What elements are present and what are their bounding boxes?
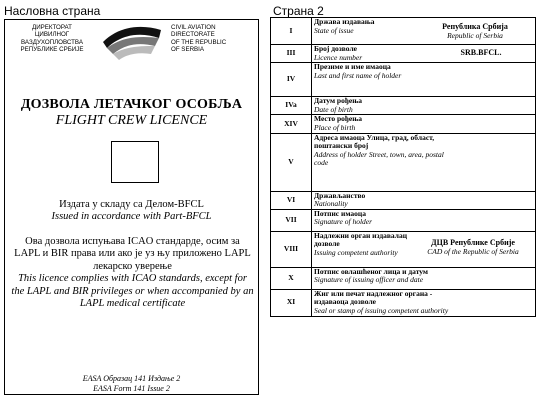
authority-line: OF SERBIA bbox=[171, 46, 205, 54]
field-label-serbian: Потпис имаоца bbox=[314, 208, 366, 218]
field-label-serbian: Држава издавања bbox=[314, 17, 375, 26]
table-row bbox=[271, 209, 536, 231]
field-number: V bbox=[271, 133, 312, 191]
field-label-serbian: Жиг или печат надлежног органа - издаваоца дозволе bbox=[314, 288, 433, 307]
icao-compliance-statement bbox=[11, 236, 254, 310]
authority-line: CIVIL AVIATION bbox=[171, 24, 216, 31]
field-cell bbox=[312, 115, 536, 133]
field-label-english: State of issue bbox=[314, 25, 354, 35]
field-label-serbian: Потпис овлашћеног лица и датум bbox=[314, 266, 429, 276]
field-value-english: CAD of the Republic of Serbia bbox=[427, 246, 519, 256]
field-label-serbian: Адреса имаоца Улица, град, област, поштански број bbox=[314, 132, 435, 151]
table-row bbox=[271, 133, 536, 191]
field-number: XIV bbox=[271, 115, 312, 133]
field-cell bbox=[312, 45, 536, 63]
field-number: X bbox=[271, 267, 312, 289]
field-label-group bbox=[314, 210, 454, 227]
issued-statement-serbian: Издата у складу са Делом-BFCL bbox=[59, 199, 204, 210]
field-label-english: Licence number bbox=[314, 52, 363, 62]
field-number: IV bbox=[271, 63, 312, 97]
table-row bbox=[271, 18, 536, 45]
field-value-english: Republic of Serbia bbox=[447, 31, 503, 40]
field-label-english: Last and first name of holder bbox=[314, 70, 402, 80]
licence-details-table bbox=[270, 17, 536, 317]
field-number: VII bbox=[271, 209, 312, 231]
field-cell bbox=[312, 18, 536, 45]
field-value-serbian: SRB.BFCL. bbox=[460, 48, 502, 57]
authority-line: ЦИВИЛНОГ bbox=[34, 31, 70, 39]
field-number: III bbox=[271, 45, 312, 63]
compliance-text-english: This licence complies with ICAO standards, except for the LAPL and BIR privileges or when accompanied by an LAPL medical certificate bbox=[11, 273, 254, 310]
table-row bbox=[271, 97, 536, 115]
field-cell bbox=[312, 209, 536, 231]
cad-logo-emblem bbox=[97, 22, 167, 62]
field-label-group bbox=[314, 192, 454, 209]
field-cell bbox=[312, 289, 536, 316]
field-label-english: Address of holder Street, town, area, postal code bbox=[314, 149, 444, 168]
field-value-serbian: Република Србија bbox=[442, 22, 508, 31]
field-value bbox=[419, 22, 531, 40]
cover-page bbox=[4, 19, 259, 395]
form-reference-serbian: EASA Образац 141 Издање 2 bbox=[82, 374, 181, 383]
field-number: IVa bbox=[271, 97, 312, 115]
field-label-english: Signature of issuing officer and date bbox=[314, 275, 424, 285]
field-label-serbian: Место рођења bbox=[314, 114, 362, 124]
field-number: VI bbox=[271, 191, 312, 209]
page-2-heading: Страна 2 bbox=[273, 4, 324, 18]
field-number: XI bbox=[271, 289, 312, 316]
field-cell bbox=[312, 133, 536, 191]
field-label-serbian: Број дозволе bbox=[314, 44, 357, 53]
authority-name-english bbox=[171, 24, 253, 54]
table-row bbox=[271, 191, 536, 209]
authority-line: ДИРЕКТОРАТ bbox=[32, 24, 72, 31]
photo-box bbox=[111, 141, 159, 183]
field-label-serbian: Држављанство bbox=[314, 190, 366, 200]
field-value bbox=[415, 238, 531, 256]
authority-name-serbian bbox=[11, 24, 93, 54]
field-number: I bbox=[271, 18, 312, 45]
table-row bbox=[271, 231, 536, 267]
field-label-group bbox=[314, 45, 422, 62]
issued-statement-english: Issued in accordance with Part-BFCL bbox=[51, 211, 212, 222]
field-label-english: Place of birth bbox=[314, 122, 356, 132]
table-row bbox=[271, 45, 536, 63]
field-cell bbox=[312, 191, 536, 209]
table-row bbox=[271, 267, 536, 289]
field-cell bbox=[312, 63, 536, 97]
field-label-group bbox=[314, 290, 454, 316]
authority-line: ВАЗДУХОПЛОВСТВА bbox=[21, 38, 83, 46]
authority-line: OF THE REPUBLIC bbox=[171, 38, 227, 46]
field-label-serbian: Датум рођења bbox=[314, 96, 362, 106]
licence-title-english: FLIGHT CREW LICENCE bbox=[55, 113, 208, 128]
field-label-group bbox=[314, 18, 422, 35]
field-cell bbox=[312, 97, 536, 115]
field-label-group bbox=[314, 115, 454, 132]
table-row bbox=[271, 63, 536, 97]
field-number: VIII bbox=[271, 231, 312, 267]
cover-page-heading: Насловна страна bbox=[4, 4, 101, 18]
licence-title-serbian: ДОЗВОЛА ЛЕТАЧКОГ ОСОБЉА bbox=[20, 97, 243, 112]
field-label-group bbox=[314, 63, 454, 80]
field-label-english: Issuing competent authority bbox=[314, 247, 398, 257]
field-label-english: Seal or stamp of issuing competent authority bbox=[314, 305, 449, 315]
field-cell bbox=[312, 231, 536, 267]
field-label-group bbox=[314, 97, 454, 114]
field-cell bbox=[312, 267, 536, 289]
form-reference-english: EASA Form 141 Issue 2 bbox=[93, 384, 170, 393]
field-label-group bbox=[314, 232, 422, 258]
field-label-english: Date of birth bbox=[314, 104, 353, 114]
field-label-english: Signature of holder bbox=[314, 217, 373, 227]
field-label-serbian: Презиме и име имаоца bbox=[314, 62, 391, 72]
field-label-english: Nationality bbox=[314, 199, 348, 209]
authority-line: РЕПУБЛИКЕ СРБИЈЕ bbox=[20, 46, 84, 54]
authority-line: DIRECTORATE bbox=[171, 31, 215, 39]
compliance-text-serbian: Ова дозвола испуњава ICAO стандарде, осим за LAPL и BIR права или ако је уз њу приложено LAPL лекарско уверење bbox=[14, 236, 251, 272]
field-label-group bbox=[314, 268, 454, 285]
table-row bbox=[271, 289, 536, 316]
field-value bbox=[431, 48, 531, 57]
field-label-group bbox=[314, 134, 454, 168]
table-row bbox=[271, 115, 536, 133]
field-value-serbian: ДЦВ Републике Србије bbox=[431, 237, 515, 247]
field-label-serbian: Надлежни орган издавалац дозволе bbox=[314, 230, 408, 249]
